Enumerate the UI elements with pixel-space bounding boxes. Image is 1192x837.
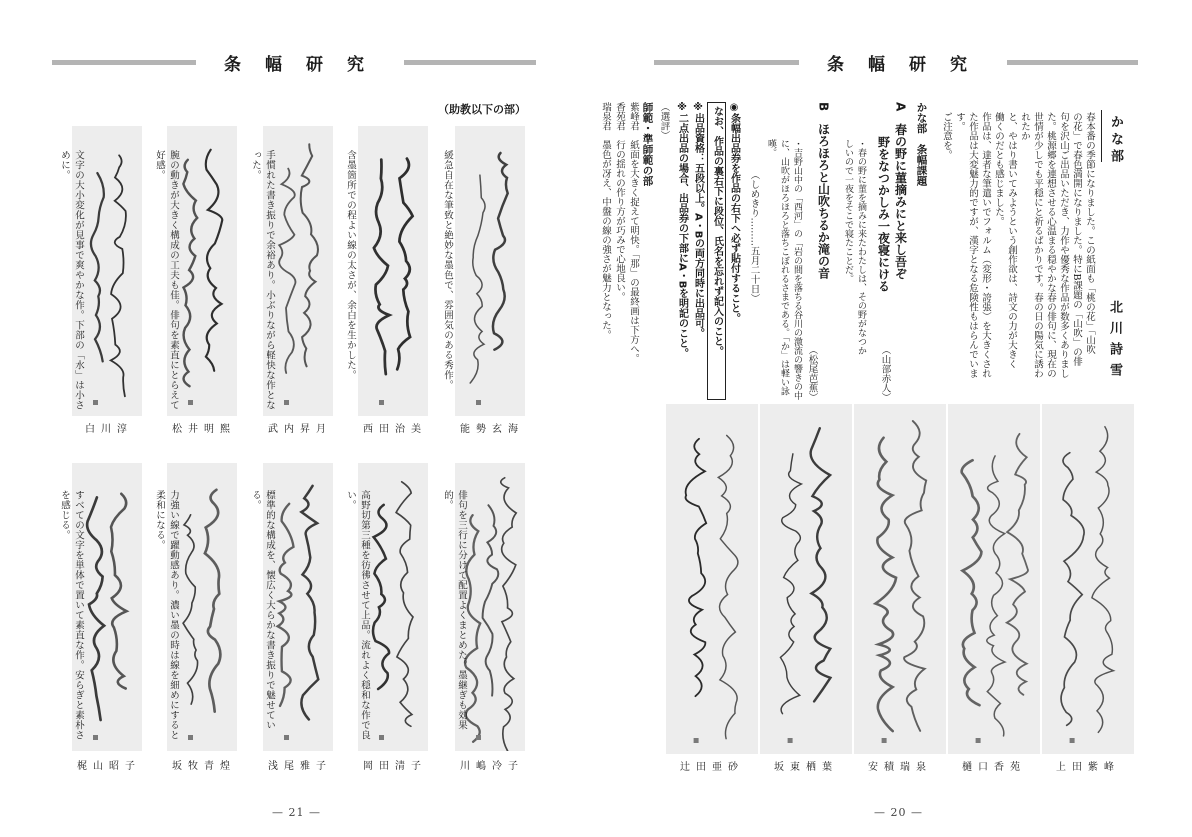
- task-a-note: ・春の野に菫を摘みに来たわたしは、その野がなつかしいので一夜をそこで寝たことだ。: [843, 139, 866, 355]
- seal-mark: [379, 735, 384, 740]
- spacer: [816, 102, 817, 103]
- seal-mark: [284, 735, 289, 740]
- seal-mark: [379, 400, 384, 405]
- brush-stroke: [493, 153, 508, 350]
- artist-name: 浅尾雅子: [268, 761, 332, 772]
- review-item: 瑞泉君 墨色が冴え、中盤の線の強さが魅力となった。: [600, 102, 611, 340]
- work-caption: 手慣れた書き振りで余裕あり。小ぶりながら軽快な作となった。: [250, 150, 275, 410]
- seal-mark: [1070, 738, 1075, 743]
- task-b-source: （松尾芭蕉）: [806, 345, 818, 402]
- work-caption: すべての文字を単体で置いて素直な作。安らぎと素朴さを感じる。: [59, 490, 84, 740]
- task-a-line2: 野をなつかしみ一夜寝にける: [876, 136, 891, 292]
- seal-mark: [188, 735, 193, 740]
- task-a-source: （山部赤人）: [879, 345, 891, 402]
- page-number: — 20 —: [874, 806, 923, 819]
- artist-name: 武内昇月: [268, 424, 332, 435]
- artist-name: 岡田清子: [363, 761, 427, 772]
- brush-stroke: [206, 150, 223, 371]
- artist-name: 梶山昭子: [77, 761, 141, 772]
- work-caption: 含墨箇所での程よい線の太さが、余白を生かした。: [345, 150, 356, 380]
- calligraphy-work: [760, 404, 852, 754]
- notice-eligibility: ※出品資格：五段以上。A・Bの両方同時に出品可。: [692, 102, 704, 339]
- artist-name: 安積瑞泉: [868, 762, 932, 773]
- page-header-title: 条幅研究: [196, 50, 404, 75]
- work-caption: 力強い線で躍動感あり。濃い墨の時は線を細めにすると柔和になる。: [154, 490, 179, 740]
- seal-mark: [93, 735, 98, 740]
- work-caption: 俳句を三行に分けて配置よくまとめた。墨継ぎも効果的。: [442, 490, 467, 730]
- brush-stroke: [483, 505, 499, 696]
- brush-stroke: [962, 460, 982, 705]
- artist-name: 川嶋冷子: [460, 761, 524, 772]
- calligraphy-work: [455, 126, 525, 416]
- calligraphy-work: [854, 404, 946, 754]
- page-header-title: 条幅研究: [799, 50, 1007, 75]
- brush-stroke: [183, 515, 197, 704]
- brush-stroke: [87, 497, 104, 720]
- brush-stroke: [1007, 434, 1028, 695]
- seal-mark: [788, 738, 793, 743]
- brush-stroke: [278, 504, 294, 706]
- notice-write-name: なお、作品の裏右下に段位、氏名を忘れず記入のこと。: [707, 102, 726, 400]
- brush-stroke: [686, 439, 707, 696]
- brush-stroke: [397, 159, 412, 370]
- seal-mark: [882, 738, 887, 743]
- seal-mark: [476, 400, 481, 405]
- calligraphy-work: [948, 404, 1040, 754]
- notice-two-entries: ※二点出品の場合、出品券の下部にA・Bを明記のこと。: [676, 102, 688, 359]
- artist-name: 坂牧青煌: [172, 761, 236, 772]
- author-name: 北川詩雪: [1107, 300, 1122, 384]
- artist-name: 西田治美: [363, 424, 427, 435]
- brush-stroke: [374, 160, 389, 375]
- artist-name: 上田紫峰: [1056, 762, 1120, 773]
- task-b-note: ・吉野山中の「西河」の「岩の間を落ちる谷川の激流の響きの中に、山吹がほろほろと落ちこぼれるさまである。「か」は軽い詠嘆。: [766, 139, 802, 400]
- artist-name: 能勢玄海: [460, 424, 524, 435]
- artist-name: 樋口香苑: [962, 762, 1026, 773]
- work-caption: 標準的な構成を、懐広く大らかな書き振りで魅せている。: [250, 490, 275, 730]
- work-caption: 腕の動きが大きく構成の工夫も佳。俳句を素直にとらえて好感。: [154, 150, 179, 410]
- division-label: 師範・準師範の部: [641, 102, 654, 186]
- calligraphy-work: [358, 126, 428, 416]
- work-caption: 緩急自在な筆致と絶妙な墨色で、雰囲気のある秀作。: [442, 150, 453, 390]
- seal-mark: [284, 400, 289, 405]
- brush-stroke: [111, 494, 127, 689]
- work-caption: 高野切第三種を彷彿させて上品。流れよく穏和な作で良い。: [345, 490, 370, 740]
- brush-stroke: [718, 435, 738, 738]
- task-a-line1: A 春の野に菫摘みにと来し吾ぞ: [893, 102, 908, 280]
- task-b-line: B ほろほろと山吹ちるか滝の音: [816, 102, 831, 280]
- brush-stroke: [1061, 453, 1084, 726]
- brush-stroke: [91, 173, 104, 361]
- brush-stroke: [1092, 427, 1114, 733]
- review-item: 香苑君 行の揺れの作り方が巧みで心地良い。: [614, 102, 625, 302]
- right-page: [596, 0, 1192, 837]
- calligraphy-work: [1042, 404, 1134, 754]
- brush-stroke: [279, 169, 295, 373]
- artist-name: 辻田亜砂: [680, 762, 744, 773]
- artist-name: 坂東栖葉: [774, 762, 838, 773]
- intro-text: 春本番の季節になりました。この紙面も「桃の花」「山吹 の花」で春色満開になりました。特にB課題の「山吹」の俳 句を沢山ご出品いただき、力作や優秀な作品が数多くありまし た。桃源郷を連想させる心温まる穏やかな春の俳句に、現在の 世情が少しでも平穏にと祈るばかりです。春の日の陽気に誘われたか と、やはり書いてみようという創作欲は、詩文の力が大きく 働くのだとも感じました。 作品は、達者な筆遣いでフォルム（変形・誇張）を大きくされ た作品は大変魅力的ですが、漢字となる危険性もはらんでいます。 ご注意を。: [941, 112, 1095, 378]
- seal-mark: [93, 400, 98, 405]
- deadline-text: （しめきり………五月二十日）: [748, 170, 760, 303]
- seal-mark: [476, 735, 481, 740]
- brush-stroke: [501, 478, 516, 751]
- artist-name: 松井明熙: [172, 424, 236, 435]
- brush-stroke: [811, 428, 831, 701]
- calligraphy-work: [666, 404, 758, 754]
- brush-stroke: [396, 482, 413, 727]
- brush-stroke: [876, 438, 897, 731]
- brush-stroke: [183, 160, 197, 386]
- page-number: — 21 —: [272, 806, 321, 819]
- brush-stroke: [111, 155, 126, 396]
- section-title: かな部: [1108, 115, 1123, 166]
- brush-stroke: [987, 456, 1005, 736]
- brush-stroke: [470, 175, 485, 383]
- artist-name: 白川淳: [85, 424, 133, 435]
- brush-stroke: [301, 486, 318, 720]
- brush-stroke: [780, 454, 801, 714]
- seal-mark: [694, 738, 699, 743]
- brush-stroke: [301, 144, 318, 366]
- brush-stroke: [904, 421, 926, 731]
- selection-label: （選評）: [658, 102, 670, 140]
- review-list: [596, 102, 640, 392]
- review-item: 紫峰君 紙面を大きく捉えて明快。「那」の最終画は下方へ。: [628, 102, 639, 364]
- seal-mark: [976, 738, 981, 743]
- section-subtitle: （助教以下の部）: [438, 103, 526, 116]
- brush-stroke: [205, 490, 220, 712]
- brush-stroke: [373, 505, 389, 689]
- assignment-label: かな部 条幅課題: [915, 102, 928, 186]
- seal-mark: [188, 400, 193, 405]
- title-rule: [1101, 110, 1102, 162]
- work-caption: 文字の大小変化が見事で爽やかな作。下部の「水」は小さめに。: [59, 150, 84, 410]
- notice-attach: ◉条幅出品券を作品の右下へ必ず貼付すること。: [728, 102, 740, 323]
